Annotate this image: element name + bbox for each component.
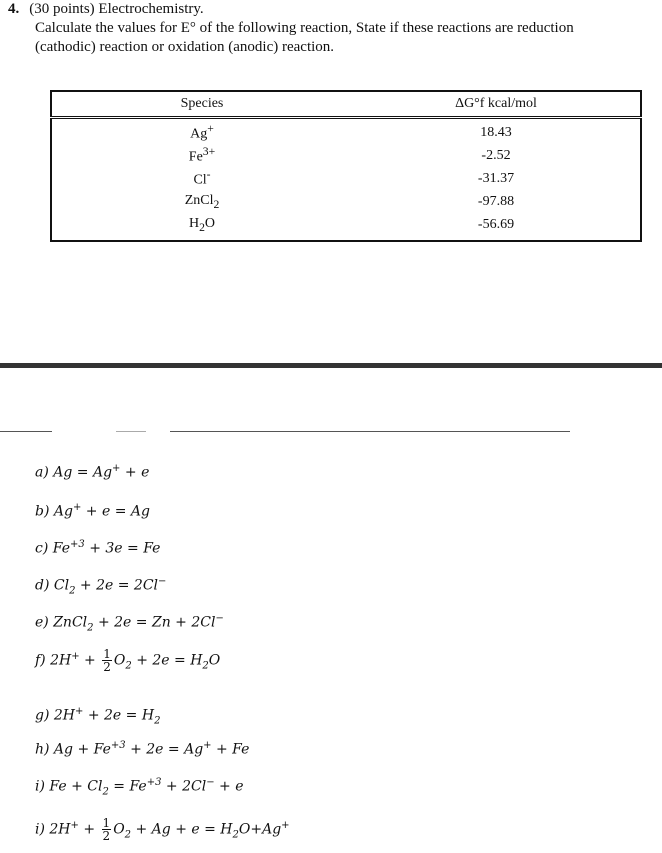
table-row xyxy=(51,190,641,213)
table-row xyxy=(51,118,641,145)
value-cell: 18.43 xyxy=(480,124,512,140)
section-divider-thin xyxy=(170,431,570,432)
equation-h: h) $Ag + Fe^{+3} + 2e = Ag^+ + Fe$ xyxy=(35,740,250,758)
species-cell: ZnCl$_2$ xyxy=(184,192,220,211)
species-cell: $Fe^{3+}$ xyxy=(188,145,216,165)
equation-a: a) Ag = Ag+ + e xyxy=(35,463,150,481)
equation-b: b) Ag+ + e = Ag xyxy=(35,502,150,520)
fraction-one-half: $\frac{1}{2}$ xyxy=(102,816,111,843)
equation-i: i) $Fe + Cl_2 = Fe^{+3} + 2Cl^- + e$ xyxy=(35,777,244,798)
question-number: 4. xyxy=(8,1,20,17)
question-line-2: Calculate the values for E° of the following reaction, State if these reactions are reduction xyxy=(35,20,574,36)
question-line-1 xyxy=(8,0,648,19)
species-cell: Ag+ xyxy=(190,122,214,142)
question-title: (30 points) Electrochemistry. xyxy=(29,1,204,17)
equation-d: d) $Cl_2 + 2e = 2Cl^-$ xyxy=(35,576,167,597)
value-cell: -97.88 xyxy=(477,193,515,209)
equation-f: f) 2H+ + $\frac{1}{2}$ $O_2 + 2e = H_2O$ xyxy=(35,647,221,674)
section-divider-thick xyxy=(0,363,662,368)
table-row xyxy=(51,144,641,167)
question-block xyxy=(8,0,648,57)
species-table xyxy=(50,90,642,242)
equation-j: i) 2H+ + $\frac{1}{2}$ $O_2 + Ag + e = H_2O+Ag^+$ xyxy=(35,816,290,843)
header-delta-g: ΔG°f kcal/mol xyxy=(352,91,641,118)
fraction-one-half: $\frac{1}{2}$ xyxy=(103,647,111,674)
question-line-3: (cathodic) reaction or oxidation (anodic) reaction. xyxy=(35,39,335,55)
section-divider-thin xyxy=(116,431,146,432)
equation-c: c) $Fe^{+3} + 3e = Fe$ xyxy=(35,539,161,557)
value-cell: -31.37 xyxy=(477,170,515,186)
equation-g: g) $2H^+ + 2e = H_2$ xyxy=(35,706,161,727)
value-cell: -56.69 xyxy=(477,216,515,232)
table-row xyxy=(51,213,641,241)
species-cell: Cl- xyxy=(193,168,211,188)
equation-e: e) ZnCl$_2$ + 2e = Zn + 2Cl− xyxy=(35,613,224,634)
header-species: Species xyxy=(51,91,352,118)
species-cell: $H_2O$ xyxy=(188,215,216,234)
table-header-row xyxy=(51,91,641,118)
section-divider-thin xyxy=(0,431,52,432)
value-cell: -2.52 xyxy=(481,147,511,163)
table-row xyxy=(51,167,641,190)
